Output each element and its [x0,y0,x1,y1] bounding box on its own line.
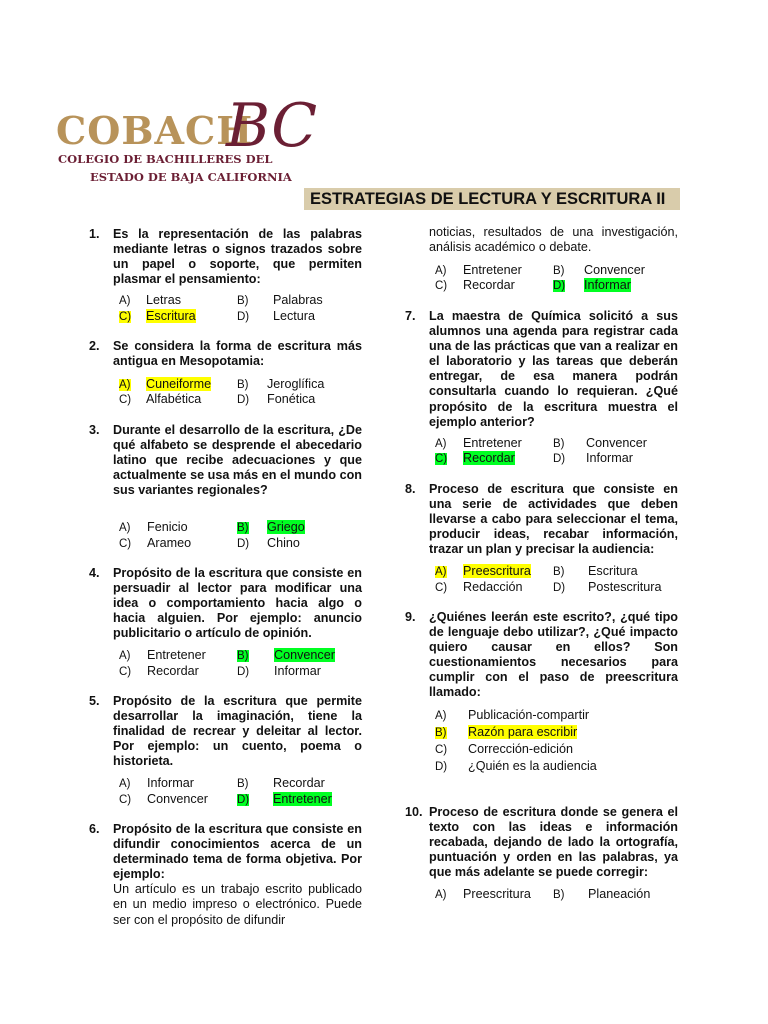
question-number: 3. [89,423,100,437]
option-b[interactable]: B) Convencer [553,436,647,450]
question-6 [89,822,362,928]
example-text: Un artículo es un trabajo escrito publicado en un medio impreso o electrónico. Puede ser con el propósito de difundir [113,882,362,927]
option-a[interactable]: A) Entretener [435,436,522,450]
option-b[interactable]: B) Jeroglífica [237,377,325,391]
option-a[interactable]: A) Entretener [119,648,206,662]
question-number: 5. [89,694,100,708]
option-d[interactable]: D) Informar [553,278,631,292]
option-c[interactable]: C) Recordar [119,664,199,678]
option-c[interactable]: C) Arameo [119,536,192,550]
option-b[interactable]: B) Razón para escribir [435,725,578,739]
option-a[interactable]: A) Fenicio [119,520,188,534]
option-d[interactable]: D) Fonética [237,392,316,406]
option-c[interactable]: C) Recordar [435,278,515,292]
option-d[interactable]: D) ¿Quién es la audiencia [435,759,597,773]
question-stem: Durante el desarrollo de la escritura, ¿De qué alfabeto se desprende el abecedario latino que recibe adecuaciones y que actualmente se usa más en el mundo con sus variantes regionales? [113,423,362,498]
option-c[interactable]: C) Escritura [119,309,196,323]
question-stem: Proceso de escritura donde se genera el texto con las ideas e información recabada, dejando de lado la ortografía, puntuación y orden en las palabras, ya que más adelante se puede corregir: [429,805,678,880]
cobach-logo [56,91,318,190]
option-b[interactable]: B) Palabras [237,293,323,307]
option-b[interactable]: B) Griego [237,520,305,534]
subject-banner: ESTRATEGIAS DE LECTURA Y ESCRITURA II [304,188,680,210]
question-stem: Propósito de la escritura que permite desarrollar la imaginación, tiene la finalidad de recrear y deleitar al lector. Por ejemplo: un cuento, poema o historieta. [113,694,362,769]
option-b[interactable]: B) Recordar [237,776,325,790]
question-number: 7. [405,309,416,323]
question-stem: ¿Quiénes leerán este escrito?, ¿qué tipo de lenguaje debo utilizar?, ¿Qué impacto quiero causar en ellos? Son cuestionamientos necesarios para cumplir con el paso de preescritura llamado: [429,610,678,700]
option-a[interactable]: A) Letras [119,293,182,307]
option-d[interactable]: D) Lectura [237,309,316,323]
option-c[interactable]: C) Corrección-edición [435,742,573,756]
question-10 [405,805,678,880]
question-number: 9. [405,610,416,624]
question-7 [405,309,678,430]
question-number: 4. [89,566,100,580]
example-text-continued: noticias, resultados de una investigación, análisis académico o debate. [429,225,678,255]
option-a[interactable]: A) Informar [119,776,194,790]
question-5 [89,694,362,769]
question-stem: Se considera la forma de escritura más antigua en Mesopotamia: [113,339,362,369]
option-a[interactable]: A) Cuneiforme [119,377,212,391]
option-d[interactable]: D) Postescritura [553,580,662,594]
option-d[interactable]: D) Informar [553,451,633,465]
option-c[interactable]: C) Recordar [435,451,515,465]
question-stem: Proceso de escritura que consiste en una serie de actividades que deben llevarse a cabo para seleccionar el tema, producir ideas, recabar información, trazar un plan y precisar la audiencia: [429,482,678,557]
option-d[interactable]: D) Entretener [237,792,332,806]
option-b[interactable]: B) Convencer [237,648,335,662]
question-3 [89,423,362,498]
question-6-continued [429,225,678,255]
question-number: 6. [89,822,100,836]
question-stem: Propósito de la escritura que consiste en difundir conocimientos acerca de un determinado tema de forma objetiva. Por ejemplo: [113,822,362,882]
logo-line-1: COLEGIO DE BACHILLERES DEL [58,152,273,166]
question-number: 10. [405,805,423,819]
option-a[interactable]: A) Publicación-compartir [435,708,590,722]
question-8 [405,482,678,557]
option-c[interactable]: C) Redacción [435,580,523,594]
logo-monogram: BC [226,91,318,161]
question-number: 1. [89,227,100,241]
question-9 [405,610,678,701]
option-b[interactable]: B) Escritura [553,564,638,578]
option-a[interactable]: A) Entretener [435,263,522,277]
question-number: 2. [89,339,100,353]
question-stem: Es la representación de las palabras mediante letras o signos trazados sobre un papel o soporte, que permiten plasmar el pensamiento: [113,227,362,287]
option-c[interactable]: C) Alfabética [119,392,202,406]
option-c[interactable]: C) Convencer [119,792,208,806]
option-a[interactable]: A) Preescritura [435,564,531,578]
option-b[interactable]: B) Convencer [553,263,645,277]
question-number: 8. [405,482,416,496]
question-1 [89,227,362,287]
logo-line-2: ESTADO DE BAJA CALIFORNIA [90,170,292,184]
option-d[interactable]: D) Chino [237,536,300,550]
option-b[interactable]: B) Planeación [553,887,651,901]
option-a[interactable]: A) Preescritura [435,887,531,901]
option-d[interactable]: D) Informar [237,664,321,678]
question-4 [89,566,362,641]
logo-word: COBACH [56,108,254,153]
question-2 [89,339,362,369]
question-stem: La maestra de Química solicitó a sus alumnos una agenda para registrar cada una de las prácticas que van a realizar en el laboratorio y las tareas que deberán entregar, de esa manera podrán consultarla cuando lo requieran. ¿Qué propósito de la escritura muestra el ejemplo anterior? [429,309,678,429]
question-stem: Propósito de la escritura que consiste en persuadir al lector para modificar una idea o comportamiento hacia algo o hacia alguien. Por ejemplo: anuncio publicitario o artículo de opinión. [113,566,362,641]
